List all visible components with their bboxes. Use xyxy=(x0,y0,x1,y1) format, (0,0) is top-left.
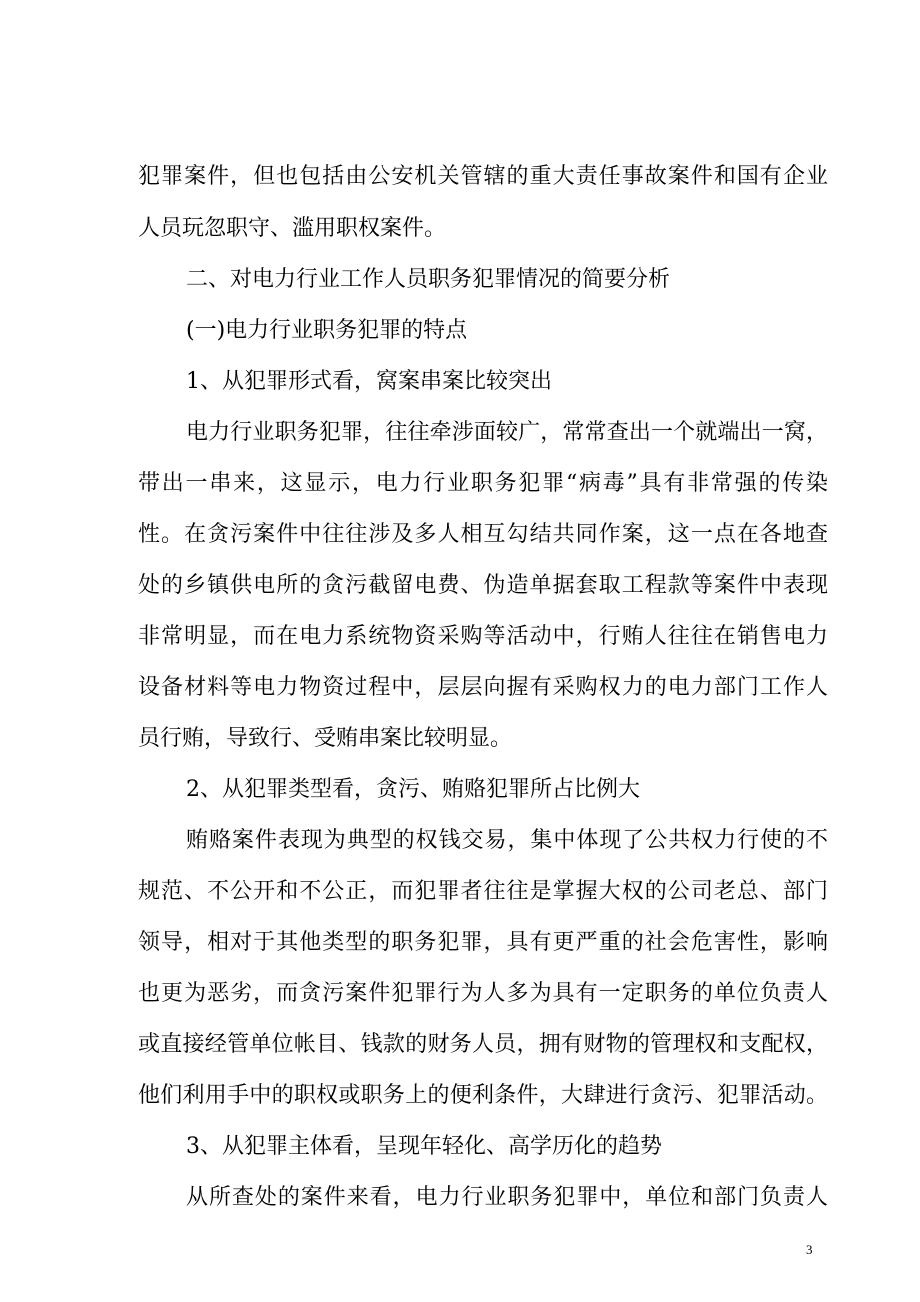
paragraph-line: 从所查处的案件来看，电力行业职务犯罪中，单位和部门负责人 xyxy=(186,1185,828,1210)
paragraph-line: 犯罪案件，但也包括由公安机关管辖的重大责任事故案件和国有企业 xyxy=(138,164,828,189)
paragraph-line: 或直接经管单位帐目、钱款的财务人员，拥有财物的管理权和支配权， xyxy=(138,1032,828,1057)
paragraph-line: 性。在贪污案件中往往涉及多人相互勾结共同作案，这一点在各地查 xyxy=(138,522,828,547)
page-number: 3 xyxy=(806,1242,813,1257)
point-heading: 3、从犯罪主体看，呈现年轻化、高学历化的趋势 xyxy=(186,1134,662,1159)
paragraph-line: 处的乡镇供电所的贪污截留电费、伪造单据套取工程款等案件中表现 xyxy=(138,573,828,598)
paragraph-line: 人员玩忽职守、滥用职权案件。 xyxy=(138,216,447,241)
subsection-heading: (一)电力行业职务犯罪的特点 xyxy=(186,318,468,343)
paragraph-line: 规范、不公开和不公正，而犯罪者往往是掌握大权的公司老总、部门 xyxy=(138,879,828,904)
paragraph-line: 员行贿，导致行、受贿串案比较明显。 xyxy=(138,726,513,751)
point-heading: 1、从犯罪形式看，窝案串案比较突出 xyxy=(186,369,552,394)
paragraph-line: 电力行业职务犯罪，往往牵涉面较广，常常查出一个就端出一窝， xyxy=(186,420,828,445)
paragraph-line: 领导，相对于其他类型的职务犯罪，具有更严重的社会危害性，影响 xyxy=(138,930,828,955)
paragraph-line: 非常明显，而在电力系统物资采购等活动中，行贿人往往在销售电力 xyxy=(138,624,828,649)
paragraph-line: 贿赂案件表现为典型的权钱交易，集中体现了公共权力行使的不 xyxy=(186,828,828,853)
paragraph-line: 设备材料等电力物资过程中，层层向握有采购权力的电力部门工作人 xyxy=(138,675,828,700)
paragraph-line: 带出一串来，这显示，电力行业职务犯罪“病毒”具有非常强的传染 xyxy=(138,471,828,496)
paragraph-line: 他们利用手中的职权或职务上的便利条件，大肆进行贪污、犯罪活动。 xyxy=(138,1083,828,1108)
point-heading: 2、从犯罪类型看，贪污、贿赂犯罪所占比例大 xyxy=(186,777,640,802)
section-heading: 二、对电力行业工作人员职务犯罪情况的简要分析 xyxy=(186,267,671,292)
paragraph-line: 也更为恶劣，而贪污案件犯罪行为人多为具有一定职务的单位负责人 xyxy=(138,981,828,1006)
